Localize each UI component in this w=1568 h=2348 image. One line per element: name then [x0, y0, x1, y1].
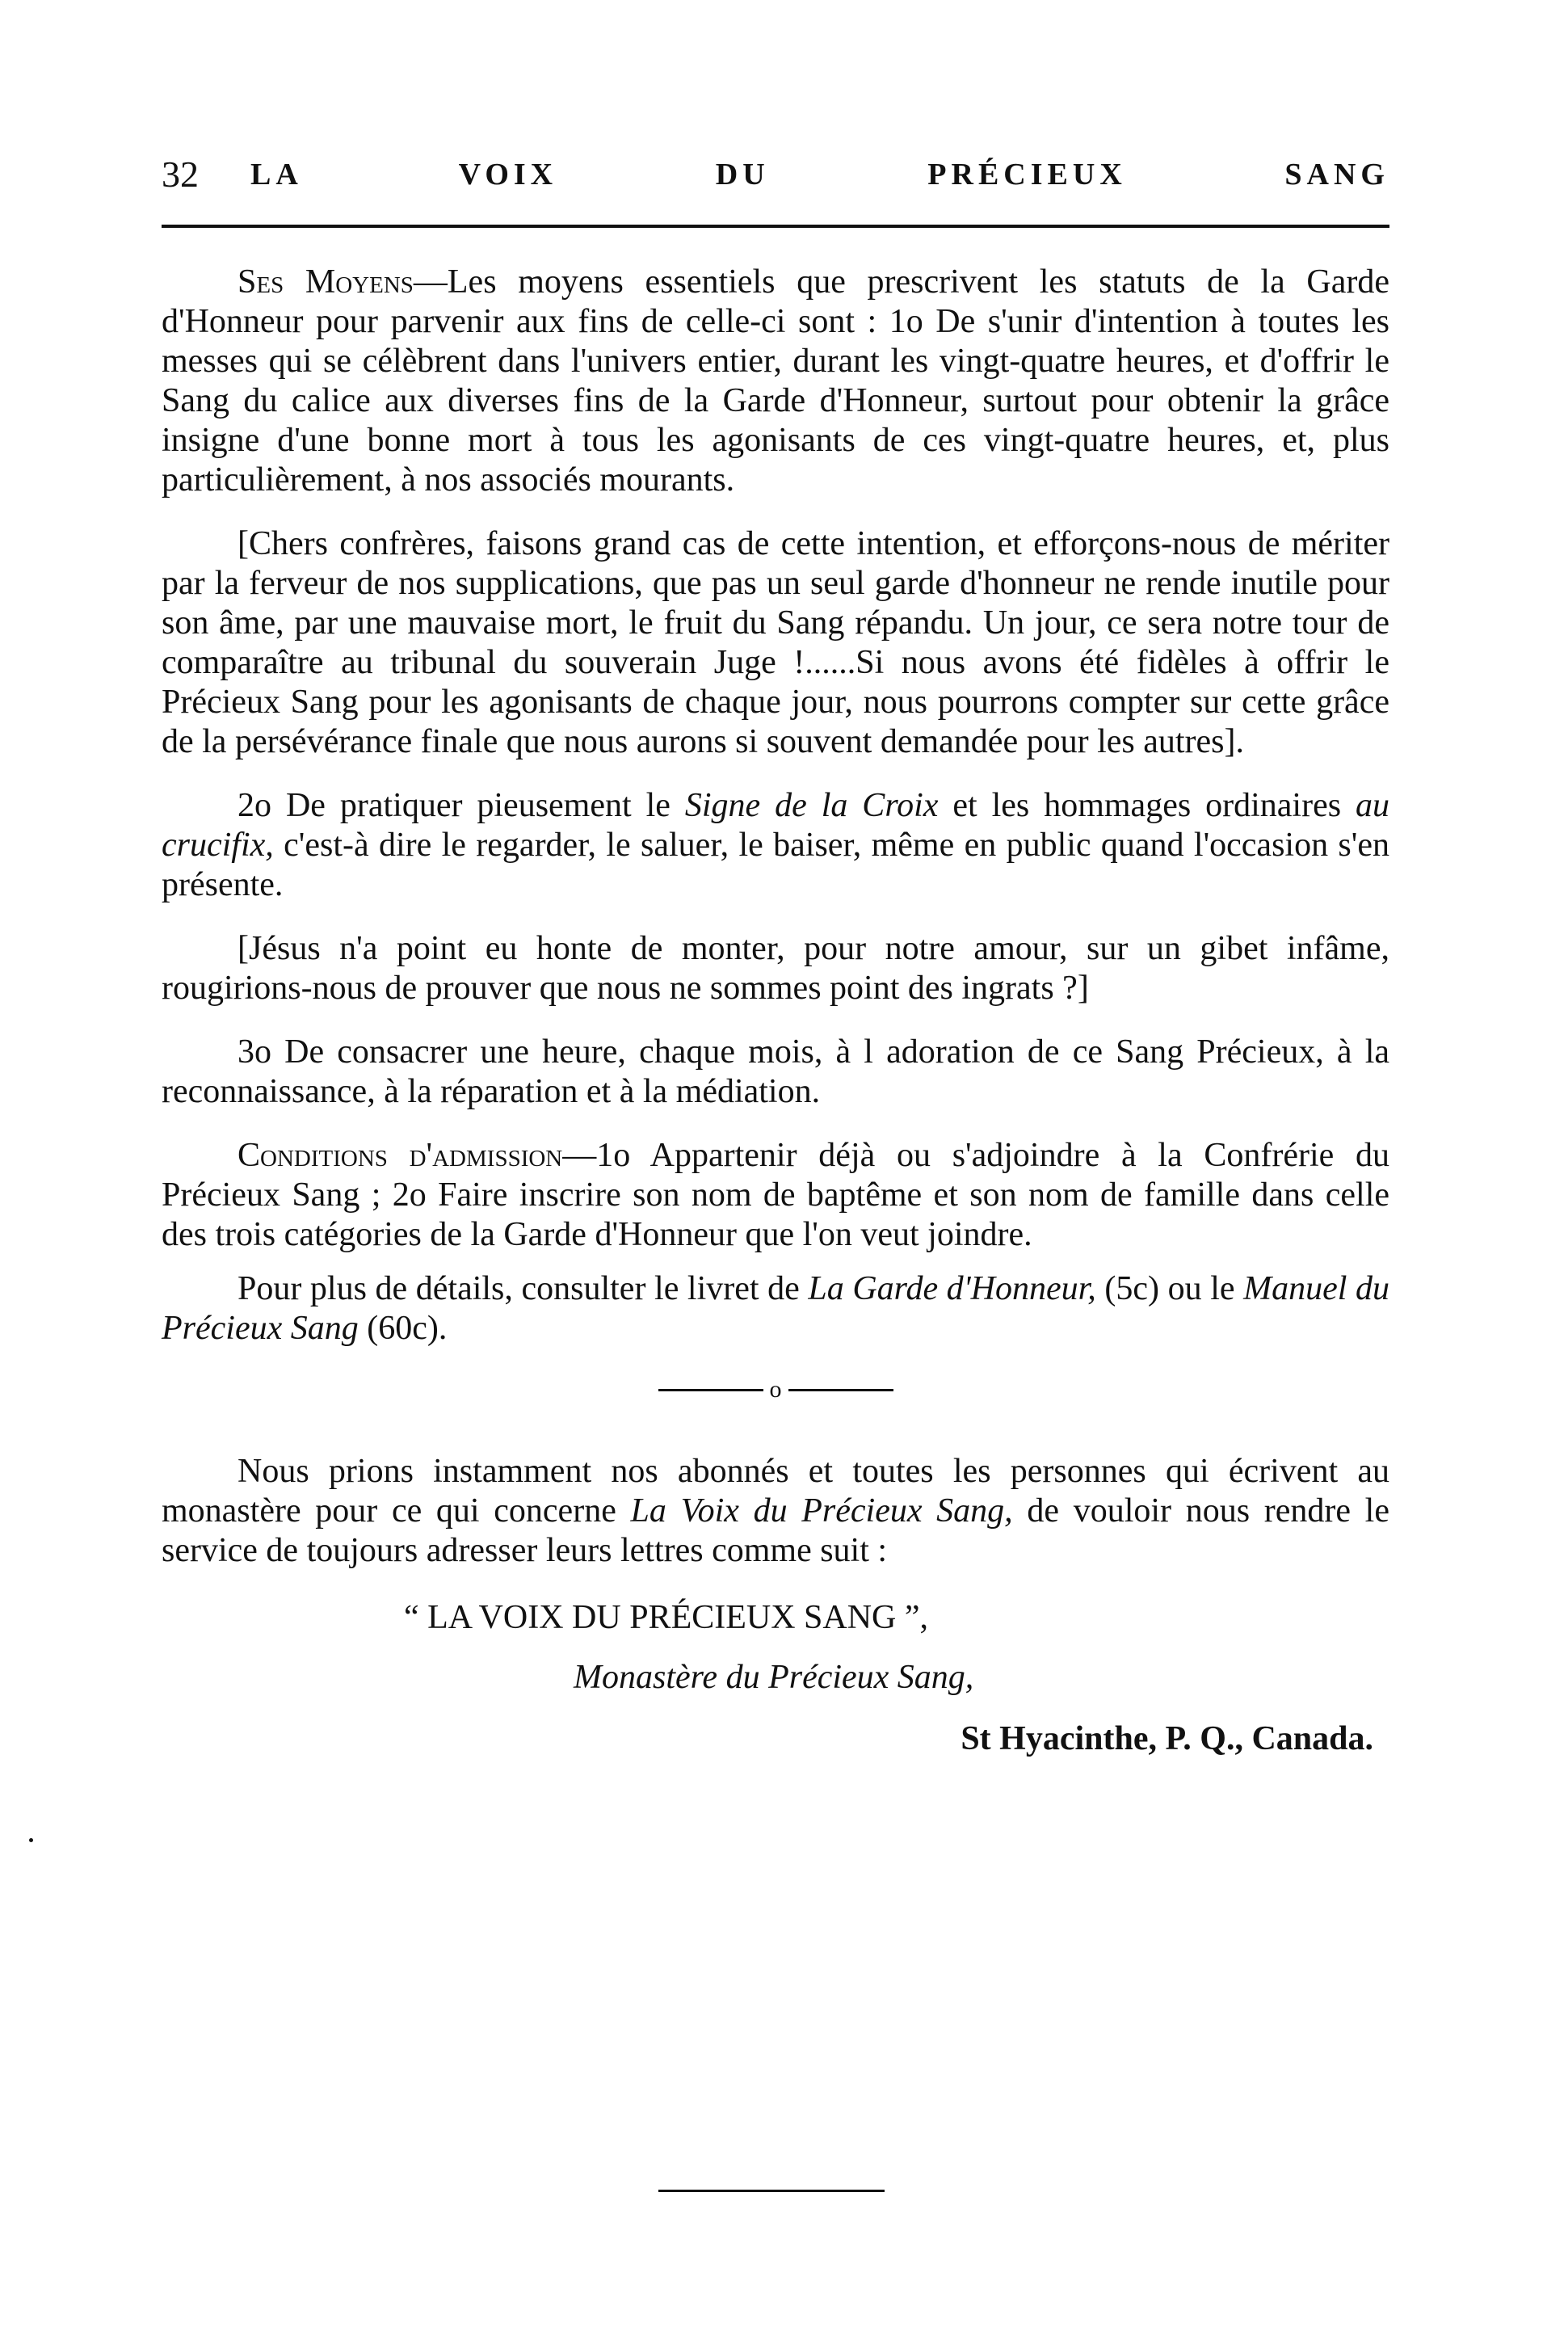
italic-text: Manuel du Précieux Sang [162, 1270, 1389, 1347]
end-rule [658, 2190, 885, 2192]
paragraph-conditions [162, 1136, 1389, 1255]
section-lead-conditions: Conditions d'admission [238, 1137, 563, 1174]
paragraph-text: —1o Appartenir déjà ou s'adjoindre à la Confrérie du Précieux Sang ; 2o Faire inscrire son nom de baptême et son nom de famille dans celle des trois catégories de la Garde d'Honneur que l'on veut joindre. [162, 1137, 1389, 1253]
page-header [162, 150, 1389, 199]
paragraph-third-means: 3o De consacrer une heure, chaque mois, à l adoration de ce Sang Précieux, à la reconnaissance, à la réparation et à la médiation. [162, 1033, 1389, 1110]
paragraph-second-means [162, 786, 1389, 905]
paragraph-text: Pour plus de détails, consulter le livret de [238, 1270, 809, 1307]
address-line-city: St Hyacinthe, P. Q., Canada. [961, 1720, 1373, 1757]
paragraph-text: (60c). [358, 1310, 448, 1347]
paragraph-text: 2o De pratiquer pieusement le [238, 787, 685, 824]
paragraph-details [162, 1269, 1389, 1349]
running-title: LA VOIX DU PRÉCIEUX SANG [250, 158, 1389, 191]
paragraph-bracketed-jesus: [Jésus n'a point eu honte de monter, pour notre amour, sur un gibet infâme, rougirions-nous de prouver que nous ne sommes point des ingrats ?] [162, 930, 1389, 1007]
paragraph-bracketed-exhortation: [Chers confrères, faisons grand cas de cette intention, et efforçons-nous de mériter par la ferveur de nos supplications, que pas un seul garde d'honneur ne rende inutile pour son âme, par une mauvaise mort, le fruit du Sang répandu. Un jour, ce sera notre tour de comparaître au tribunal du souverain Juge !......Si nous avons été fidèles à offrir le Précieux Sang pour les agonisants de chaque jour, nous pourrons compter sur cette grâce de la persévérance finale que nous aurons si souvent demandée pour les autres]. [162, 525, 1389, 760]
page-number: 32 [162, 154, 199, 195]
address-line-monastery: Monastère du Précieux Sang, [574, 1659, 974, 1696]
paragraph-text: et les hommages ordinaires [938, 787, 1356, 824]
paragraph-moyens [162, 263, 1389, 500]
paragraph-text: (5c) ou le [1095, 1270, 1244, 1307]
italic-text: Signe de la Croix [684, 787, 939, 824]
paragraph-text: —Les moyens essentiels que prescrivent les statuts de la Garde d'Honneur pour parvenir aux fins de celle-ci sont : 1o De s'unir d'intention à toutes les messes qui se célèbrent dans l'univers entier, durant les vingt-quatre heures, et d'offrir le Sang du calice aux diverses fins de la Garde d'Honneur, surtout pour obtenir la grâce insigne d'une bonne mort à tous les agonisants de ces vingt-quatre heures, et, plus particulièrement, à nos associés mourants. [162, 263, 1390, 499]
header-rule [162, 225, 1389, 228]
paragraph-text: c'est-à dire le regarder, le saluer, le baiser, même en public quand l'occasion s'en présente. [162, 827, 1389, 903]
separator-line [658, 1389, 763, 1391]
italic-text: La Voix du Précieux Sang, [630, 1492, 1013, 1530]
italic-text: La Garde d'Honneur, [808, 1270, 1096, 1307]
separator-line [788, 1389, 893, 1391]
separator-mark: o [769, 1376, 782, 1403]
italic-text: au crucifix, [162, 787, 1389, 864]
paragraph-text: Nous prions instamment nos abonnés et toutes les personnes qui écrivent au monastère pour ce qui concerne [162, 1453, 1389, 1530]
paragraph-notice [162, 1452, 1389, 1571]
section-separator [162, 1378, 1389, 1402]
address-line-title: “ LA VOIX DU PRÉCIEUX SANG ”, [404, 1599, 929, 1636]
section-lead-moyens: Ses Moyens [238, 263, 414, 301]
page-body [162, 263, 1389, 1761]
scan-speck [29, 1838, 33, 1842]
paragraph-text: de vouloir nous rendre le service de toujours adresser leurs lettres comme suit : [162, 1492, 1389, 1569]
